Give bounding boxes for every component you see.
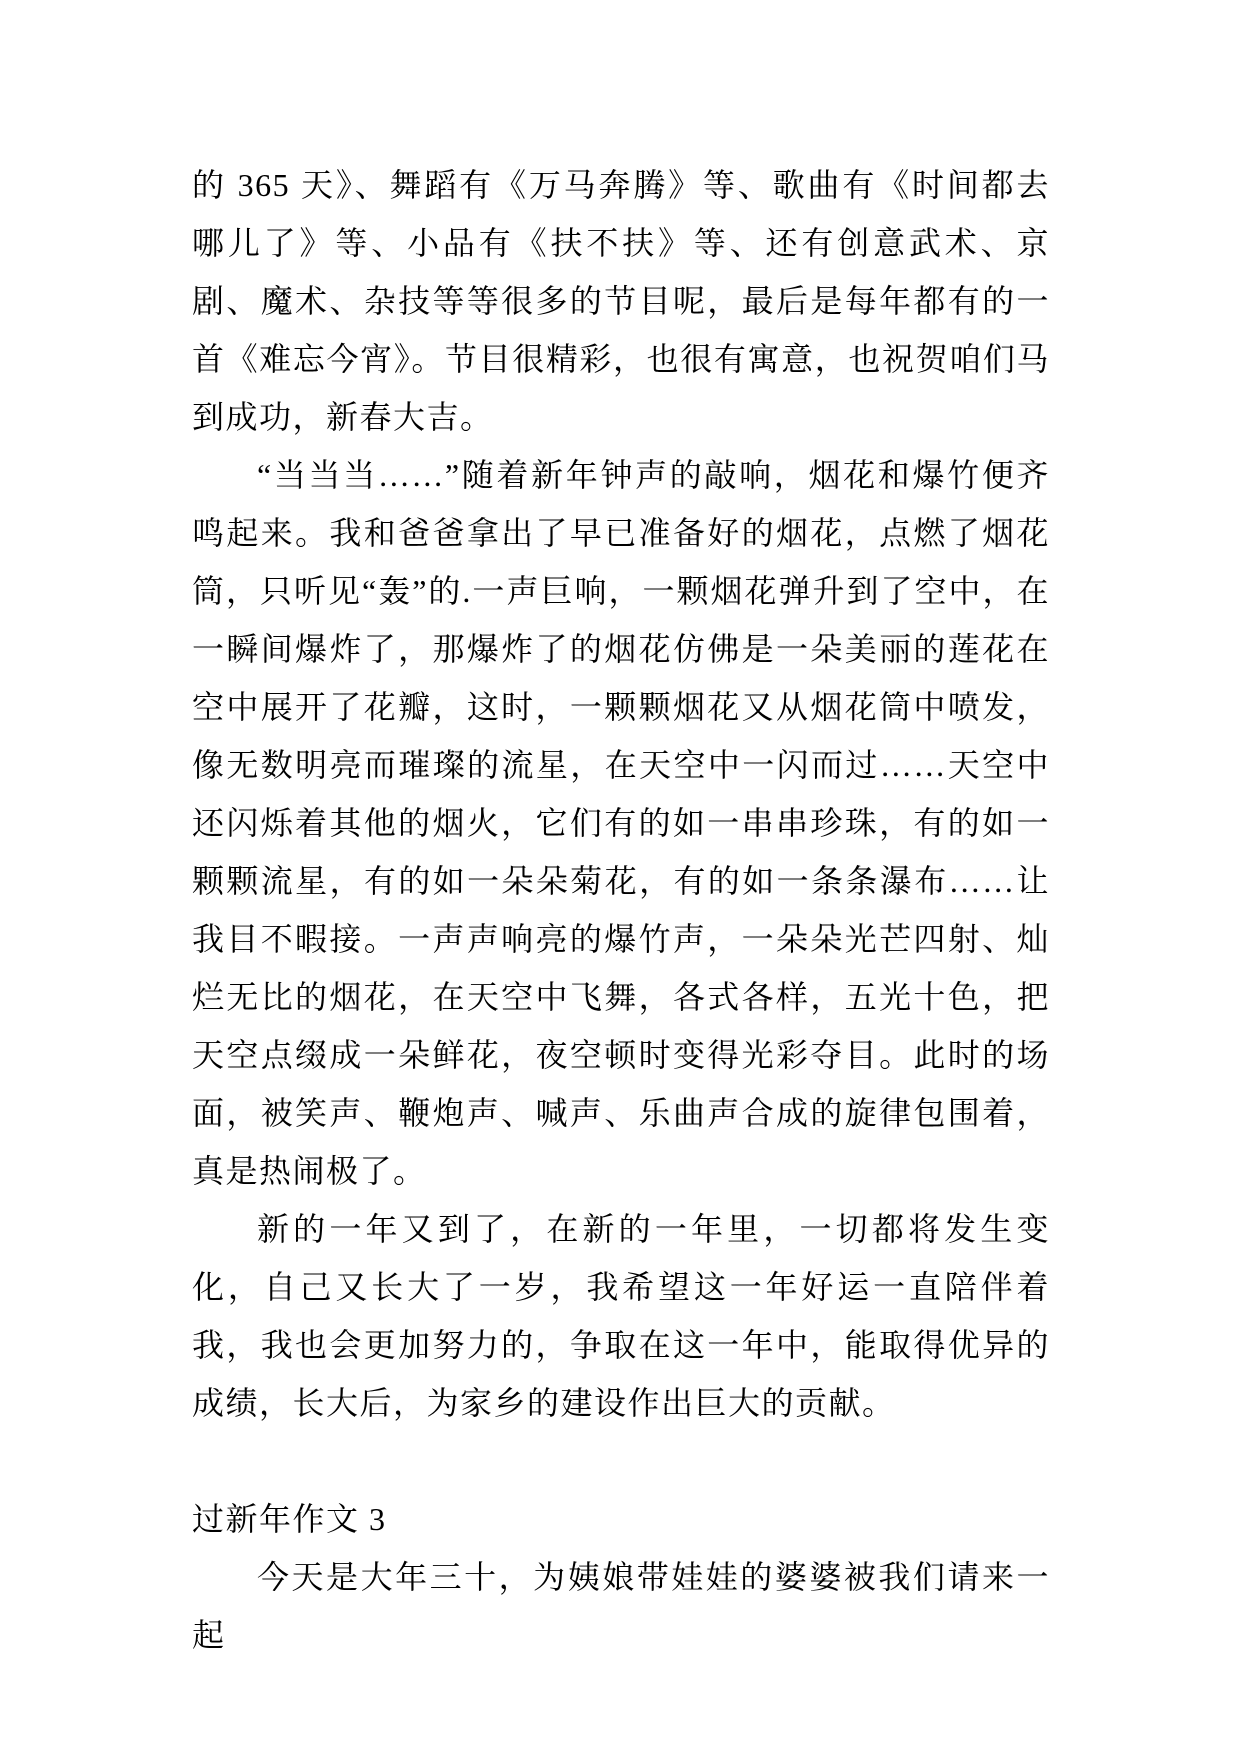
essay-paragraph-new-year-wishes: 新的一年又到了，在新的一年里，一切都将发生变化，自己又长大了一岁，我希望这一年好运一直陪伴着我，我也会更加努力的，争取在这一年中，能取得优异的成绩，长大后，为家乡的建设作出巨大的贡献。 (192, 1211, 1050, 1421)
essay-paragraph-next-section-opening: 今天是大年三十，为姨娘带娃娃的婆婆被我们请来一起 (192, 1559, 1050, 1653)
essay-paragraph-gala-programs: 的 365 天》、舞蹈有《万马奔腾》等、歌曲有《时间都去哪儿了》等、小品有《扶不扶》等、还有创意武术、京剧、魔术、杂技等等很多的节目呢，最后是每年都有的一首《难忘今宵》。节目很精彩，也很有寓意，也祝贺咱们马到成功，新春大吉。 (192, 167, 1050, 435)
section-heading: 过新年作文 3 (192, 1501, 387, 1537)
essay-paragraph-fireworks: “当当当……”随着新年钟声的敲响，烟花和爆竹便齐鸣起来。我和爸爸拿出了早已准备好的烟花，点燃了烟花筒，只听见“轰”的.一声巨响，一颗烟花弹升到了空中，在一瞬间爆炸了，那爆炸了的烟花仿佛是一朵美丽的莲花在空中展开了花瓣，这时，一颗颗烟花又从烟花筒中喷发，像无数明亮而璀璨的流星，在天空中一闪而过……天空中还闪烁着其他的烟火，它们有的如一串串珍珠，有的如一颗颗流星，有的如一朵朵菊花，有的如一条条瀑布……让我目不暇接。一声声响亮的爆竹声，一朵朵光芒四射、灿烂无比的烟花，在天空中飞舞，各式各样，五光十色，把天空点缀成一朵鲜花，夜空顿时变得光彩夺目。此时的场面，被笑声、鞭炮声、喊声、乐曲声合成的旋律包围着，真是热闹极了。 (192, 457, 1050, 1189)
essay-body (192, 156, 1050, 1664)
